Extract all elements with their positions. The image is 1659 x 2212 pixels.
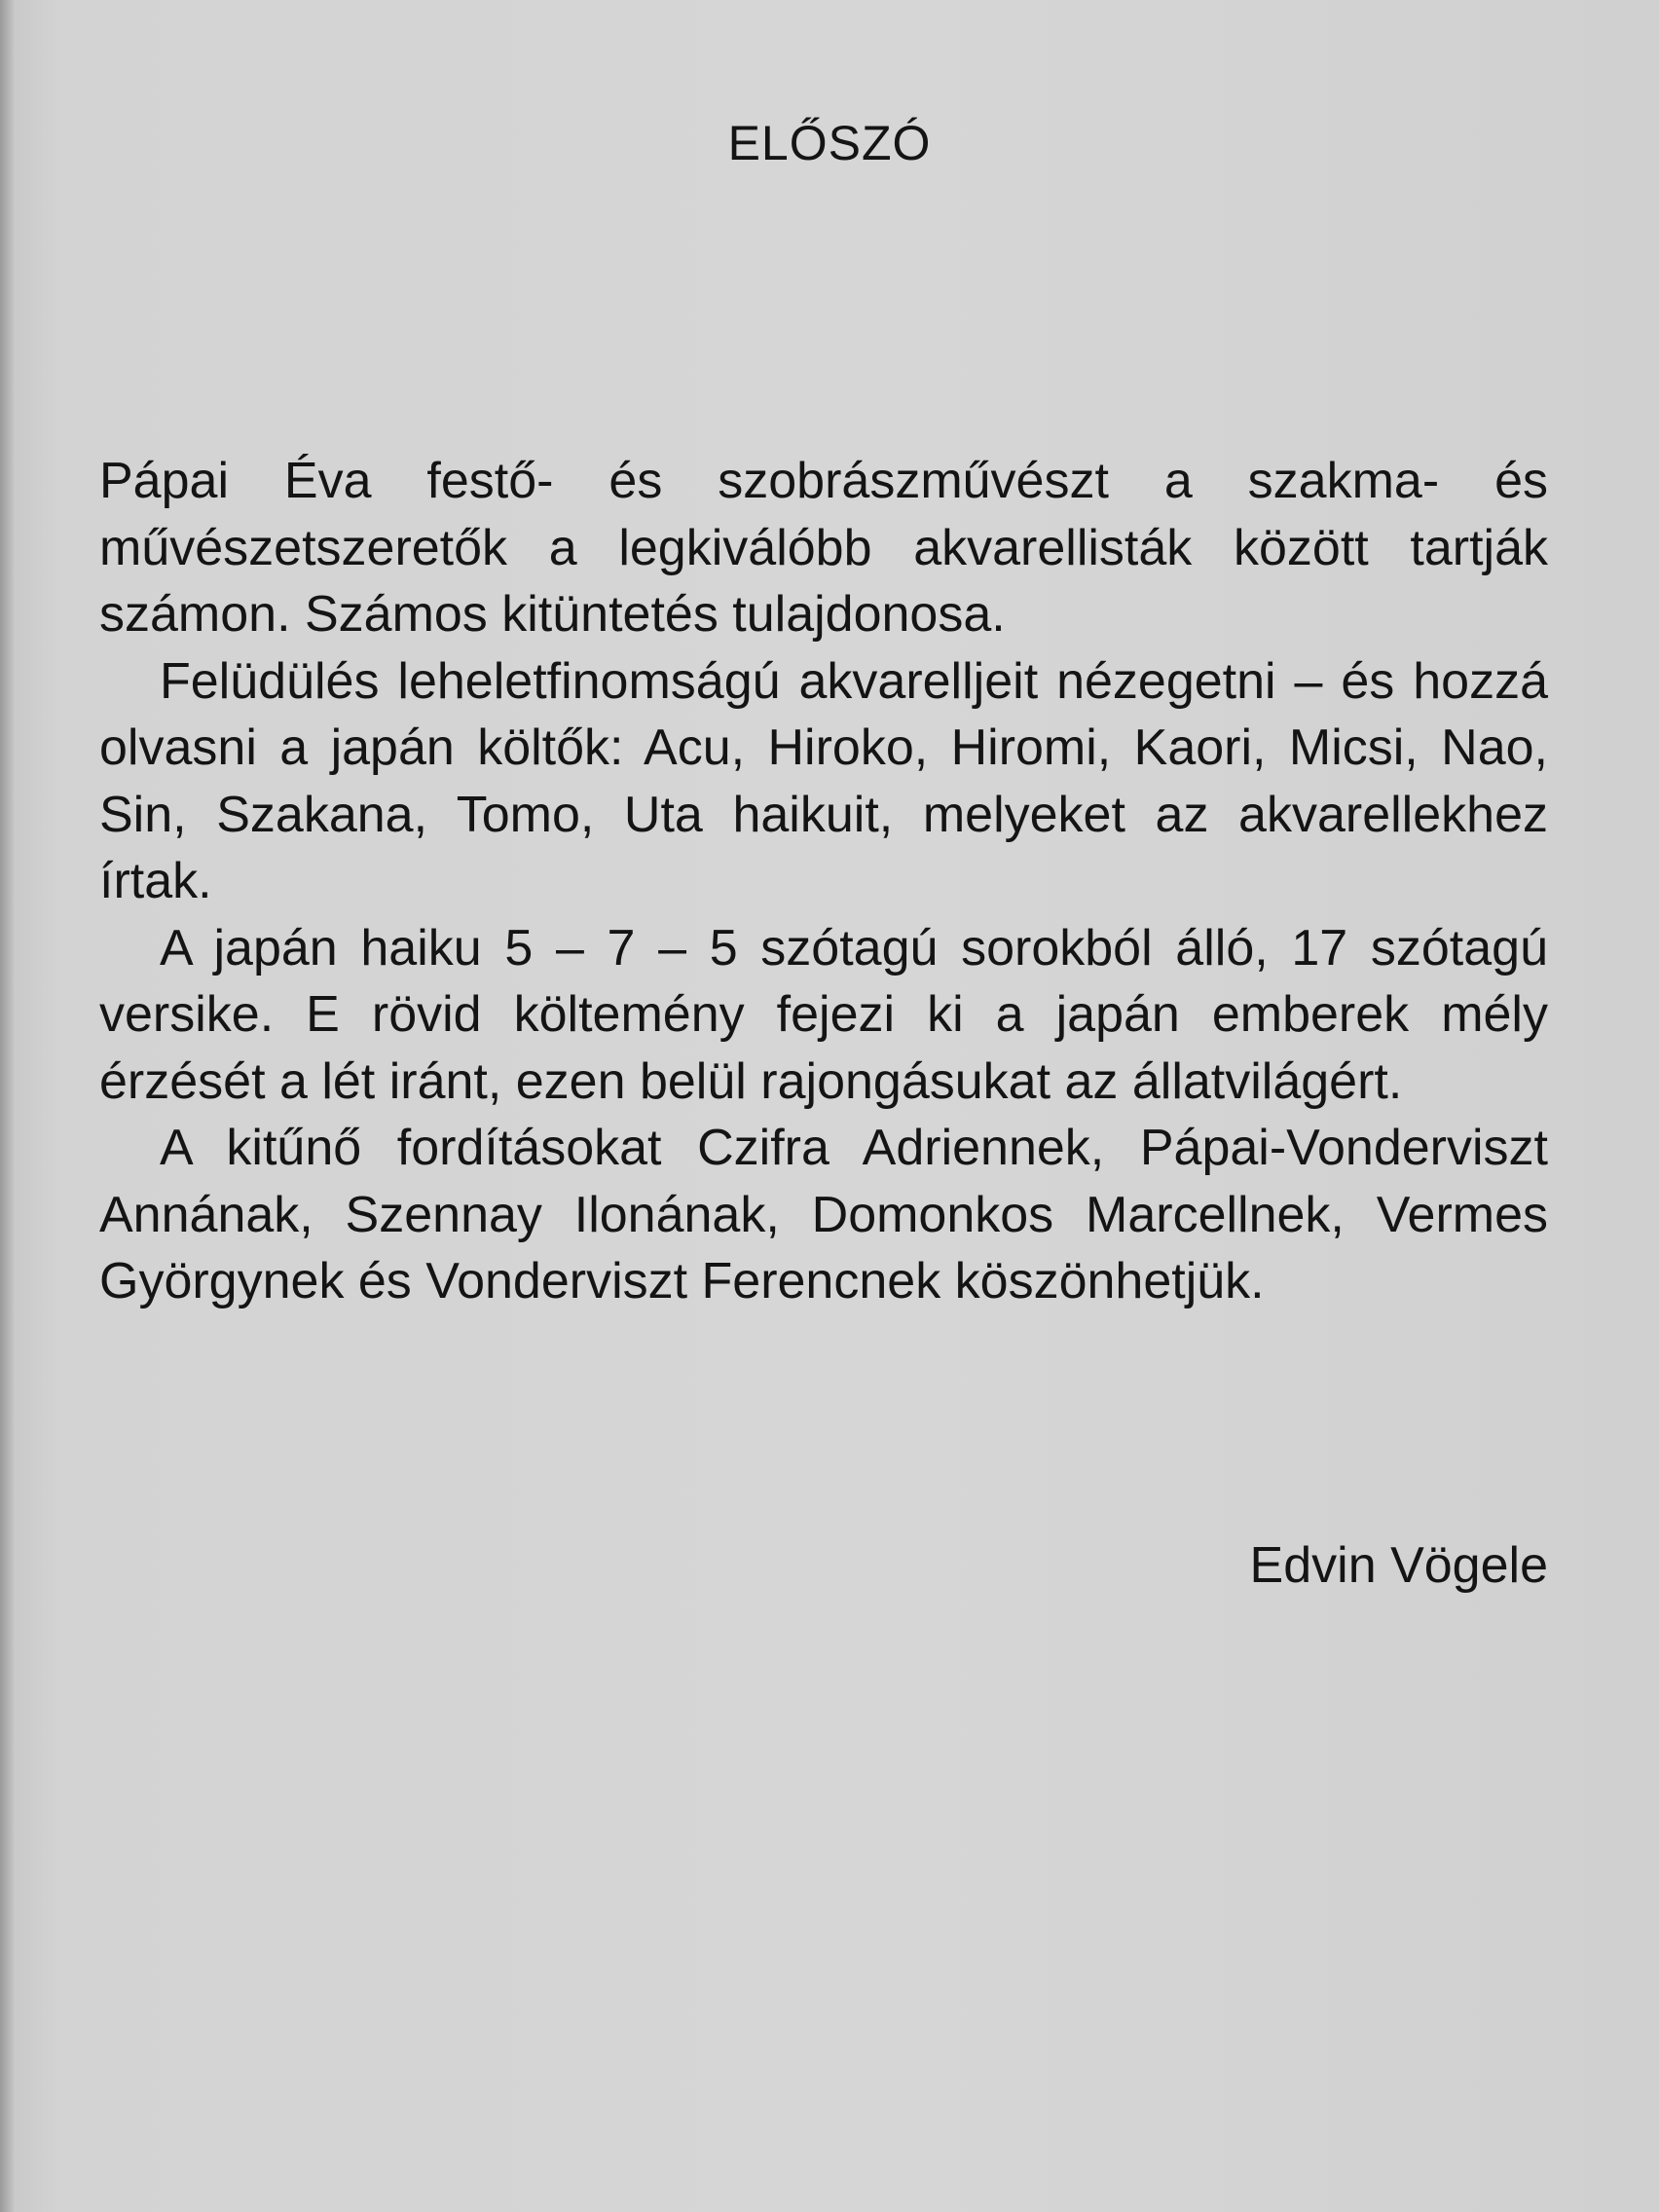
foreword-body (99, 448, 1548, 1315)
author-signature: Edvin Vögele (1249, 1537, 1548, 1594)
paragraph-1: Pápai Éva festő- és szobrászművészt a szakma- és művészetszeretők a legkiválóbb akvarellisták között tartják számon. Számos kitüntetés tulajdonosa. (99, 453, 1548, 643)
page-title: ELŐSZÓ (727, 116, 932, 170)
paragraph-4: A kitűnő fordításokat Czifra Adriennek, Pápai-Vonderviszt Annának, Szennay Ilonának, Domonkos Marcellnek, Vermes Györgynek és Vonderviszt Ferencnek köszönhetjük. (99, 1120, 1548, 1309)
paragraph-2: Felüdülés leheletfinomságú akvarelljeit nézegetni – és hozzá olvasni a japán költők: Acu, Hiroko, Hiromi, Kaori, Micsi, Nao, Sin, Szakana, Tomo, Uta haikuit, melyeket az akvarellekhez írtak. (99, 652, 1548, 909)
paragraph-3: A japán haiku 5 – 7 – 5 szótagú sorokból álló, 17 szótagú versike. E rövid költemény fejezi ki a japán emberek mély érzését a lét iránt, ezen belül rajongásukat az állatvilágért. (99, 919, 1548, 1110)
page-binding-edge (0, 0, 14, 2212)
